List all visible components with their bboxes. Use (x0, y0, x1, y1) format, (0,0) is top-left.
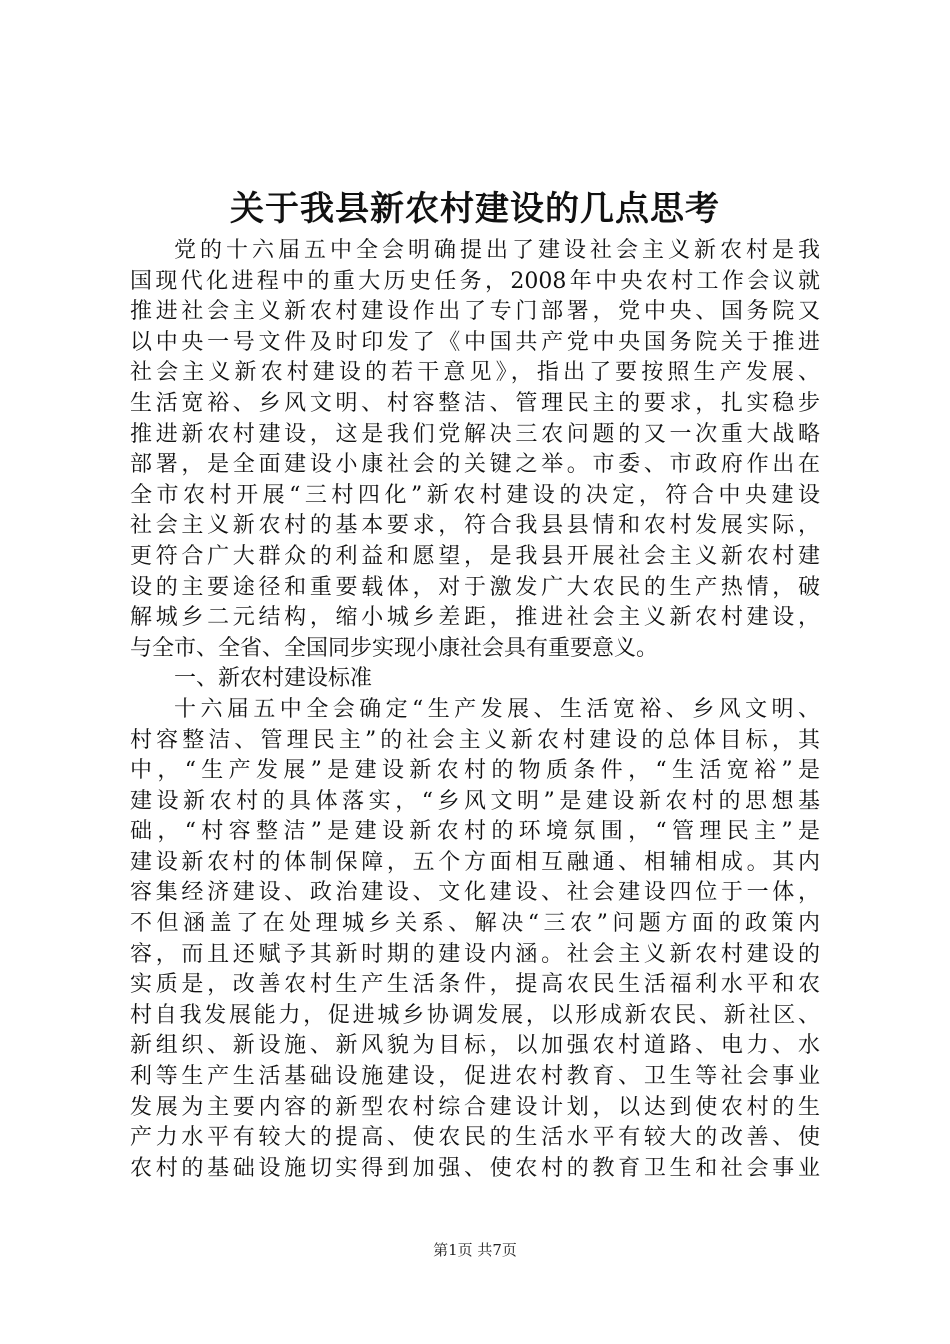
section-heading: 一、新农村建设标准 (174, 666, 373, 692)
text-line: 国现代化进程中的重大历史任务，2008年中央农村工作会议就 (130, 268, 820, 294)
text-line: 部署，是全面建设小康社会的关键之举。市委、市政府作出在 (130, 452, 820, 478)
document-body (130, 236, 820, 1184)
text-line: 容，而且还赋予其新时期的建设内涵。社会主义新农村建设的 (130, 941, 820, 967)
text-line: 全市农村开展“三村四化”新农村建设的决定，符合中央建设 (130, 482, 820, 508)
text-line: 发展为主要内容的新型农村综合建设计划，以达到使农村的生 (130, 1094, 820, 1120)
text-line: 生活宽裕、乡风文明、村容整洁、管理民主的要求，扎实稳步 (130, 390, 820, 416)
text-line: 建设新农村的体制保障，五个方面相互融通、相辅相成。其内 (130, 849, 820, 875)
text-line: 与全市、全省、全国同步实现小康社会具有重要意义。 (130, 635, 659, 661)
text-line: 不但涵盖了在处理城乡关系、解决“三农”问题方面的政策内 (130, 911, 820, 937)
text-line: 社会主义新农村的基本要求，符合我县县情和农村发展实际， (130, 513, 820, 539)
text-line: 推进新农村建设，这是我们党解决三农问题的又一次重大战略 (130, 421, 820, 447)
text-line: 础，“村容整洁”是建设新农村的环境氛围，“管理民主”是 (130, 819, 820, 845)
text-line: 新组织、新设施、新风貌为目标，以加强农村道路、电力、水 (130, 1033, 820, 1059)
text-line: 解城乡二元结构，缩小城乡差距，推进社会主义新农村建设， (130, 605, 820, 631)
text-line: 以中央一号文件及时印发了《中国共产党中央国务院关于推进 (130, 329, 820, 355)
text-line: 更符合广大群众的利益和愿望，是我县开展社会主义新农村建 (130, 543, 820, 569)
text-line: 推进社会主义新农村建设作出了专门部署，党中央、国务院又 (130, 299, 820, 325)
document-title: 关于我县新农村建设的几点思考 (230, 189, 720, 229)
text-line: 建设新农村的具体落实，“乡风文明”是建设新农村的思想基 (130, 788, 820, 814)
page-number: 第1页 共7页 (433, 1241, 517, 1259)
text-line: 实质是，改善农村生产生活条件，提高农民生活福利水平和农 (130, 972, 820, 998)
text-line: 农村的基础设施切实得到加强、使农村的教育卫生和社会事业 (130, 1155, 820, 1181)
text-line: 设的主要途径和重要载体，对于激发广大农民的生产热情，破 (130, 574, 820, 600)
text-line: 社会主义新农村建设的若干意见》，指出了要按照生产发展、 (130, 360, 820, 386)
text-line: 容集经济建设、政治建设、文化建设、社会建设四位于一体， (130, 880, 820, 906)
text-line: 村自我发展能力，促进城乡协调发展，以形成新农民、新社区、 (130, 1002, 820, 1028)
text-line: 党的十六届五中全会明确提出了建设社会主义新农村是我 (174, 238, 820, 263)
text-line: 村容整洁、管理民主”的社会主义新农村建设的总体目标，其 (130, 727, 820, 753)
text-line: 利等生产生活基础设施建设，促进农村教育、卫生等社会事业 (130, 1064, 820, 1090)
text-line: 中，“生产发展”是建设新农村的物质条件，“生活宽裕”是 (130, 758, 820, 784)
text-line: 十六届五中全会确定“生产发展、生活宽裕、乡风文明、 (174, 696, 820, 722)
text-line: 产力水平有较大的提高、使农民的生活水平有较大的改善、使 (130, 1125, 820, 1151)
